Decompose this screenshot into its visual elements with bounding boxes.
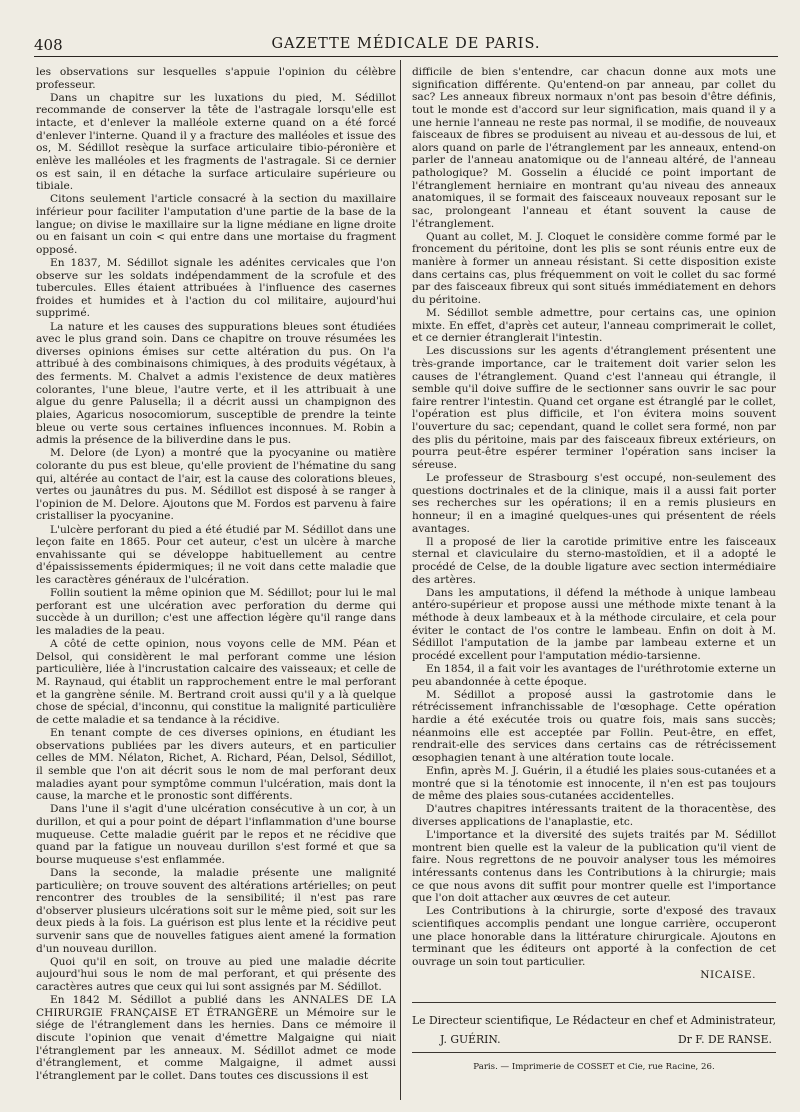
paragraph: Dans la seconde, la maladie présente une malignité particulière; on trouve souvent des altérations artérielles; on peut rencontrer des troubles de la sensibilité; il n'est pas rare d'observer plusieurs ulcérations soit sur le même pied, soit sur les deux pieds à la fois. La guérison est plus lente et la récidive peut survenir sans que de nouvelles fatigues aient amené la formation d'un nouveau durillon. bbox=[36, 866, 396, 955]
journal-title: GAZETTE MÉDICALE DE PARIS. bbox=[271, 36, 541, 52]
paragraph: D'autres chapitres intéressants traitent de la thoracentèse, des diverses applications de l'anaplastie, etc. bbox=[412, 803, 776, 828]
paragraph: L'ulcère perforant du pied a été étudié par M. Sédillot dans une leçon faite en 1865. Pour cet auteur, c'est un ulcère à marche envahissante qui se développe habituellement au centre d'épaississements épidermiques; il ne voit dans cette maladie que les caractères généraux de l'ulcération. bbox=[36, 523, 396, 586]
paragraph: difficile de bien s'entendre, car chacun donne aux mots une signification différente. Qu'entend-on par anneau, par collet du sac? Les anneaux fibreux normaux n'ont pas besoin d'être définis, tout le monde est d'accord sur leur signification, mais quand il y a une hernie l'anneau ne reste pas normal, il se modifie, de nouveaux faisceaux de fibres se produisent au niveau et au-dessous de lui, et alors quand on parle de l'étranglement par les anneaux, entend-on parler de l'anneau anatomique ou de l'anneau altéré, de l'anneau pathologique? M. Gosselin a élucidé ce point important de l'étranglement herniaire en montrant qu'au niveau des anneaux anatomiques, il se formait des faisceaux nouveaux reposant sur le sac, prolongeant l'anneau et étant souvent la cause de l'étranglement. bbox=[412, 66, 776, 230]
paragraph: En 1842 M. Sédillot a publié dans les ANNALES DE LA CHIRURGIE FRANÇAISE ET ÉTRANGÈRE un Mémoire sur le siége de l'étranglement dans les hernies. Dans ce mémoire il discute l'opinion que venait d'émettre Malgaigne qui niait l'étranglement par les anneaux. M. Sédillot admet ce mode d'étranglement, et comme Malgaigne, il admet aussi l'étranglement par le collet. Dans toutes ces discussions il est bbox=[36, 994, 396, 1082]
paragraph: M. Sédillot semble admettre, pour certains cas, une opinion mixte. En effet, d'après cet auteur, l'anneau comprimerait le collet, et ce dernier étranglerait l'intestin. bbox=[412, 306, 776, 345]
left-column bbox=[36, 66, 396, 1083]
page-number: 408 bbox=[34, 36, 63, 54]
printer-divider bbox=[412, 1052, 776, 1053]
printer-line: Paris. — Imprimerie de COSSET et Cie, rue Racine, 26. bbox=[473, 1062, 715, 1072]
paragraph: Enfin, après M. J. Guérin, il a étudié les plaies sous-cutanées et a montré que si la ténotomie est innocente, il n'en est pas toujours de même des plaies sous-cutanées accidentelles. bbox=[412, 764, 776, 803]
paragraph: Les discussions sur les agents d'étranglement présentent une très-grande importance, car le traitement doit varier selon les causes de l'étranglement. Quand c'est l'anneau qui étrangle, il semble qu'il doive suffire de le sectionner sans ouvrir le sac pour faire rentrer l'intestin. Quand cet organe est étranglé par le collet, l'opération est plus difficile, et l'on évitera moins souvent l'ouverture du sac; cependant, quand le collet sera formé, non par des plis du péritoine, mais par des faisceaux fibreux extérieurs, on pourra peut-être espérer terminer l'opération sans inciser la séreuse. bbox=[412, 345, 776, 471]
paragraph: Quoi qu'il en soit, on trouve au pied une maladie décrite aujourd'hui sous le nom de mal perforant, et qui présente des caractères autres que ceux qui lui sont assignés par M. Sédillot. bbox=[36, 955, 396, 993]
paragraph: les observations sur lesquelles s'appuie l'opinion du célèbre professeur. bbox=[36, 66, 396, 91]
paragraph: Le professeur de Strasbourg s'est occupé, non-seulement des questions doctrinales et de la clinique, mais il a aussi fait porter ses recherches sur les opérations; il en a remis plusieurs en honneur; il en a imaginé quelques-unes qui présentent de réels avantages. bbox=[412, 472, 776, 535]
paragraph: Citons seulement l'article consacré à la section du maxillaire inférieur pour faciliter l'amputation d'une partie de la base de la langue; on divise le maxillaire sur la ligne médiane en ligne droite ou en faisant un coin < qui entre dans une mortaise du fragment opposé. bbox=[36, 193, 396, 256]
director-name: J. GUÉRIN. bbox=[440, 1033, 501, 1046]
column-divider bbox=[400, 60, 401, 1100]
paragraph: L'importance et la diversité des sujets traités par M. Sédillot montrent bien quelle est la valeur de la publication qu'il vient de faire. Nous regrettons de ne pouvoir analyser tous les mémoires intéressants contenus dans les Contributions à la chirurgie; mais ce que nous avons dit suffit pour montrer quelle est l'importance que l'on doit attacher aux œuvres de cet auteur. bbox=[412, 829, 776, 905]
paragraph: Quant au collet, M. J. Cloquet le considère comme formé par le froncement du péritoine, dont les plis se sont réunis entre eux de manière à former un anneau résistant. Si cette disposition existe dans certains cas, plus fréquemment on voit le collet du sac formé par des faisceaux fibreux qui sont situés immédiatement en dehors du péritoine. bbox=[412, 230, 776, 306]
paragraph: A côté de cette opinion, nous voyons celle de MM. Péan et Delsol, qui considèrent le mal perforant comme une lésion particulière, liée à l'incrustation calcaire des vaisseaux; et celle de M. Raynaud, qui établit un rapprochement entre le mal perforant et la gangrène sénile. M. Bertrand croit aussi qu'il y a là quelque chose de spécial, d'inconnu, qui constitue la malignité particulière de cette maladie et sa tendance à la récidive. bbox=[36, 638, 396, 726]
author-signature: NICAISE. bbox=[700, 968, 756, 981]
director-role: Le Directeur scientifique, bbox=[412, 1014, 553, 1027]
paragraph: Il a proposé de lier la carotide primitive entre les faisceaux sternal et claviculaire du sterno-mastoïdien, et il a adopté le procédé de Celse, de la double ligature avec section intermédiaire des artères. bbox=[412, 535, 776, 586]
editor-role: Le Rédacteur en chef et Administrateur, bbox=[555, 1014, 776, 1027]
paragraph: En tenant compte de ces diverses opinions, en étudiant les observations publiées par les divers auteurs, et en particulier celles de MM. Nélaton, Richet, A. Richard, Péan, Delsol, Sédillot, il semble que l'on ait décrit sous le nom de mal perforant deux maladies ayant pour symptôme commun l'ulcération, mais dont la cause, la marche et le pronostic sont différents. bbox=[36, 727, 396, 803]
editorial-footer bbox=[412, 1014, 776, 1046]
paragraph: M. Sédillot a proposé aussi la gastrotomie dans le rétrécissement infranchissable de l'œsophage. Cette opération hardie a été exécutée trois ou quatre fois, mais sans succès; néanmoins elle est acceptée par Follin. Peut-être, en effet, rendrait-elle des services dans certains cas de rétrécissement œsophagien tenant à une altération toute locale. bbox=[412, 688, 776, 764]
paragraph: Les Contributions à la chirurgie, sorte d'exposé des travaux scientifiques accomplis pendant une longue carrière, occuperont une place honorable dans la littérature chirurgicale. Ajoutons en terminant que les éditeurs ont apporté à la confection de cet ouvrage un soin tout particulier. bbox=[412, 905, 776, 968]
paragraph: Follin soutient la même opinion que M. Sédillot; pour lui le mal perforant est une ulcération avec perforation du derme qui succède à un durillon; c'est une affection légère qu'il range dans les maladies de la peau. bbox=[36, 587, 396, 637]
paragraph: Dans les amputations, il défend la méthode à unique lambeau antéro-supérieur et propose aussi une méthode mixte tenant à la méthode à deux lambeaux et à la méthode circulaire, et cela pour éviter le contact de l'os contre le lambeau. Enfin on doit à M. Sédillot l'amputation de la jambe par lambeau externe et un procédé excellent pour l'amputation médio-tarsienne. bbox=[412, 586, 776, 662]
paragraph: En 1837, M. Sédillot signale les adénites cervicales que l'on observe sur les soldats indépendamment de la scrofule et des tubercules. Elles étaient attribuées à l'influence des casernes froides et humides et à l'action du col militaire, aujourd'hui supprimé. bbox=[36, 256, 396, 320]
footer-divider bbox=[412, 1002, 776, 1003]
paragraph: M. Delore (de Lyon) a montré que la pyocyanine ou matière colorante du pus est bleue, qu'elle provient de l'hématine du sang qui, altérée au contact de l'air, est la cause des colorations bleues, vertes ou jaunâtres du pus. M. Sédillot est disposé à se ranger à l'opinion de M. Delore. Ajoutons que M. Fordos est parvenu à faire cristalliser la pyocyanine. bbox=[36, 447, 396, 523]
paragraph: Dans l'une il s'agit d'une ulcération consécutive à un cor, à un durillon, et qui a pour point de départ l'inflammation d'une bourse muqueuse. Cette maladie guérit par le repos et ne récidive que quand par la fatigue un nouveau durillon s'est formé et que sa bourse muqueuse s'est enflammée. bbox=[36, 803, 396, 866]
paragraph: La nature et les causes des suppurations bleues sont étudiées avec le plus grand soin. Dans ce chapitre on trouve résumées les diverses opinions émises sur cette altération du pus. On l'a attribué à des combinaisons chimiques, à des produits végétaux, à des ferments. M. Chalvet a admis l'existence de deux matières colorantes, l'une bleue, l'autre verte, et il les attribuait à une algue du genre Palusella; il a décrit aussi un champignon des plaies, Agaricus nosocomiorum, susceptible de prendre la teinte bleue ou verte sous certaines influences inconnues. M. Robin a admis la présence de la biliverdine dans le pus. bbox=[36, 320, 396, 447]
page-header bbox=[34, 30, 778, 57]
editor-name: Dr F. DE RANSE. bbox=[678, 1033, 772, 1046]
right-column bbox=[412, 66, 776, 982]
paragraph: En 1854, il a fait voir les avantages de l'uréthrotomie externe un peu abandonnée à cette époque. bbox=[412, 662, 776, 688]
paragraph: Dans un chapitre sur les luxations du pied, M. Sédillot recommande de conserver la tête de l'astragale lorsqu'elle est intacte, et d'enlever la malléole externe quand on a été forcé d'enlever l'interne. Quand il y a fracture des malléoles et issue des os, M. Sédillot resèque la surface articulaire tibio-péronière et enlève les malléoles et les fragments de l'astragale. Si ce dernier os est sain, il en détache la surface articulaire supérieure ou tibiale. bbox=[36, 91, 396, 193]
